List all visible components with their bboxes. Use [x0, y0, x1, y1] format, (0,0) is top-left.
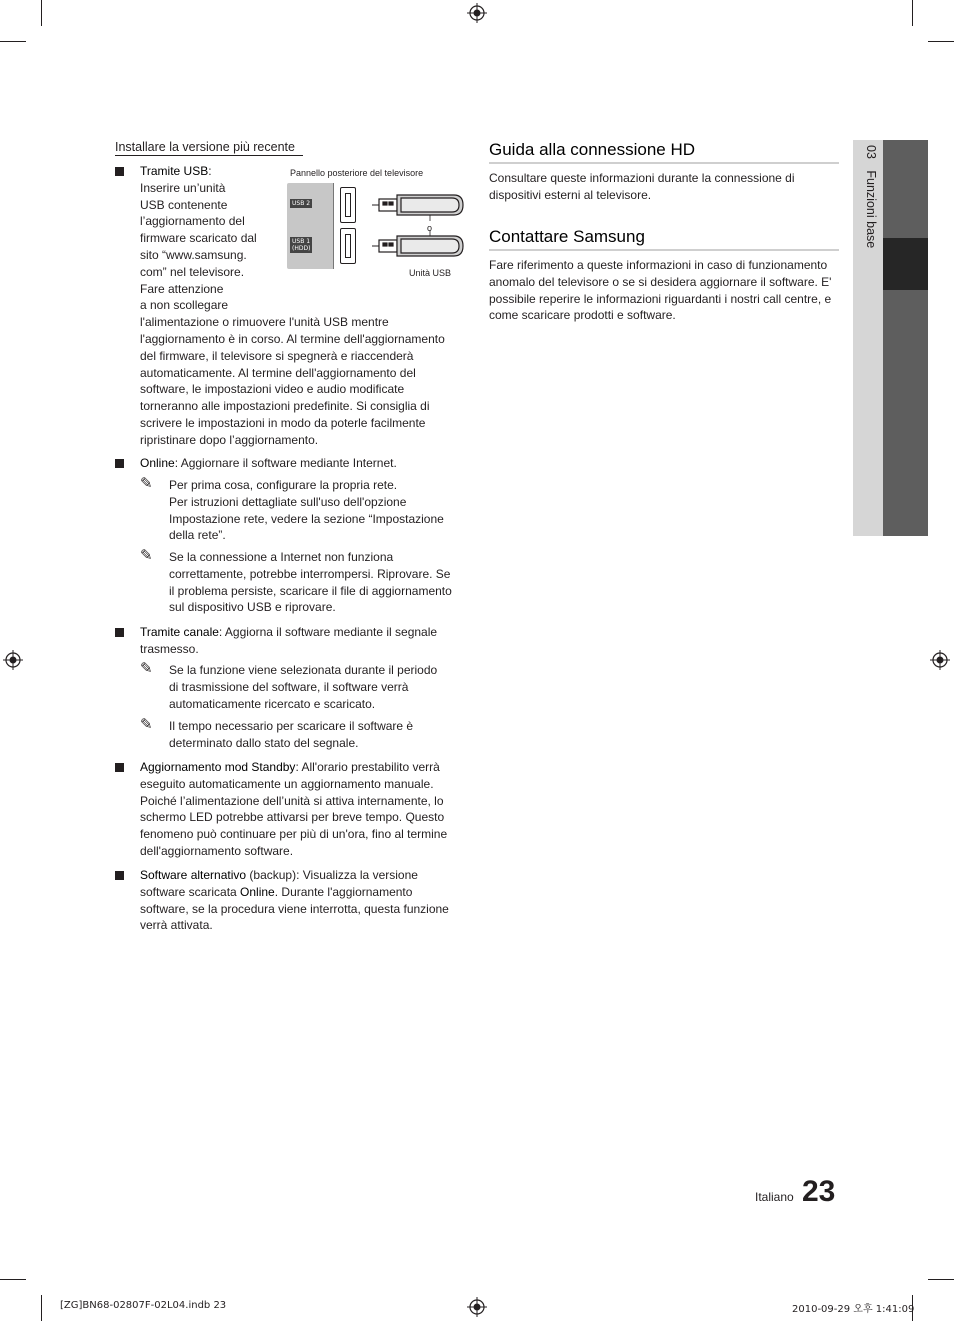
item-text: : Aggiornare il software mediante Internet.	[174, 456, 397, 470]
text-line: automaticamente ricercato e scaricato.	[169, 696, 376, 711]
pencil-note-icon: ✎	[140, 660, 153, 677]
text-line: correttamente, potrebbe interrompersi. Riprovare. Se	[169, 566, 451, 581]
item-standby	[140, 759, 470, 860]
text-line: Fare riferimento a queste informazioni in caso di funzionamento	[489, 258, 828, 272]
usb1-port-label	[290, 237, 312, 253]
crop-mark	[912, 0, 913, 26]
usb2-port	[340, 187, 356, 223]
item-term: Tramite USB	[140, 164, 209, 178]
text-line: l’aggiornamento del	[140, 214, 245, 229]
crop-mark	[0, 1279, 26, 1280]
text-line: software, le impostazioni video e audio modificate	[140, 382, 405, 397]
crop-mark	[928, 1279, 954, 1280]
square-bullet-icon	[115, 167, 124, 176]
text-line: Consultare queste informazioni durante la connessione di	[489, 171, 795, 185]
pencil-note-icon: ✎	[140, 547, 153, 564]
note	[169, 718, 469, 752]
item-term: Software alternativo	[140, 868, 247, 882]
chapter-number: 03	[864, 145, 878, 159]
text-line: anomalo del televisore o se si desidera aggiornare il software. E'	[489, 274, 832, 289]
text-line: Il tempo necessario per scaricare il software è	[169, 719, 414, 733]
text-line: il problema persiste, scaricare il file di aggiornamento	[169, 583, 452, 598]
text-line: ripristinare dopo l’aggiornamento.	[140, 432, 319, 447]
print-file-name: [ZG]BN68-02807F-02L04.indb 23	[60, 1300, 227, 1311]
square-bullet-icon	[115, 763, 124, 772]
text-line: Impostazione rete, vedere la sezione “Impostazione	[169, 511, 444, 526]
text-fragment: . Durante l'aggiornamento	[274, 884, 413, 899]
text-line: Inserire un’unità	[140, 180, 226, 195]
square-bullet-icon	[115, 871, 124, 880]
square-bullet-icon	[115, 459, 124, 468]
figure-drive-caption: Unità USB	[409, 268, 452, 278]
text-line: software, se la procedura viene interrotta, questa funzione	[140, 901, 449, 916]
registration-mark-icon	[930, 650, 950, 670]
note	[169, 549, 469, 616]
text-line: Se la funzione viene selezionata durante il periodo	[169, 663, 438, 677]
item-term-inline: Online	[240, 884, 275, 899]
section-heading-contact: Contattare Samsung	[489, 227, 839, 251]
text-line: torneranno alle impostazioni predefinite. Si consiglia di	[140, 399, 430, 414]
usb-stick-top	[379, 195, 463, 215]
text-line: Per prima cosa, configurare la propria rete.	[169, 478, 398, 492]
text-line: USB contenente	[140, 197, 228, 212]
registration-mark-icon	[3, 650, 23, 670]
text-line: determinato dallo stato del segnale.	[169, 735, 359, 750]
note	[169, 477, 469, 544]
text-line: della rete”.	[169, 528, 226, 543]
text-line: firmware scaricato dal	[140, 231, 257, 246]
text-line: verrà attivata.	[140, 918, 213, 933]
crop-mark	[0, 41, 26, 42]
section-heading-hd-guide: Guida alla connessione HD	[489, 140, 839, 164]
figure-panel-caption: Pannello posteriore del televisore	[290, 168, 424, 178]
usb1-port	[340, 228, 356, 264]
section-body-contact	[489, 257, 839, 324]
item-term: Tramite canale	[140, 625, 219, 639]
usb2-port-label: USB 2	[292, 200, 311, 207]
crop-mark	[41, 1295, 42, 1321]
text-line: l'aggiornamento è in corso. Al termine dell'aggiornamento	[140, 331, 445, 346]
page-language: Italiano	[755, 1190, 794, 1204]
text-line: sito “www.samsung.	[140, 247, 247, 262]
text-line: come scaricare prodotti e software.	[489, 308, 676, 323]
chapter-tab-label	[858, 145, 878, 248]
text-line: di trasmissione del software, il software verrà	[169, 679, 409, 694]
note	[169, 662, 469, 712]
text-line: trasmesso.	[140, 641, 199, 656]
item-term: Online	[140, 456, 175, 470]
usb1-hdd-label: (HDD)	[292, 245, 311, 252]
text-fragment: software scaricata	[140, 884, 241, 899]
section-subheading: Installare la versione più recente	[115, 140, 303, 156]
text-line: Poiché l’alimentazione dell’unità si attiva internamente, lo	[140, 793, 444, 808]
page-number: 23	[802, 1175, 836, 1208]
item-text: (backup): Visualizza la versione	[246, 868, 418, 882]
crop-mark	[41, 0, 42, 26]
section-body-hd-guide	[489, 170, 839, 204]
item-channel	[140, 624, 470, 658]
item-text: : All'orario prestabilito verrà	[295, 760, 440, 774]
text-line: :	[208, 164, 212, 178]
registration-mark-icon	[467, 3, 487, 23]
text-line: Fare attenzione	[140, 281, 224, 296]
item-backup	[140, 867, 470, 934]
text-line: l'alimentazione o rimuovere l'unità USB mentre	[140, 315, 389, 330]
text-line: del firmware, il televisore si spegnerà e riaccenderà	[140, 348, 414, 363]
text-line: possibile reperire le informazioni riguardanti i nostri call centre, e	[489, 291, 832, 306]
text-line: eseguito automaticamente un aggiornamento manuale.	[140, 776, 434, 791]
item-online	[140, 455, 470, 472]
text-line: scrivere le impostazioni in modo da poterle facilmente	[140, 415, 426, 430]
chapter-tab-marker	[883, 238, 928, 290]
item-term: Aggiornamento mod Standby	[140, 760, 296, 774]
text-line: schermo LED potrebbe attivarsi per breve tempo. Questo	[140, 810, 445, 825]
usb-drive-illustration	[370, 186, 466, 264]
text-line: a non scollegare	[140, 298, 229, 313]
text-line: dispositivi esterni al televisore.	[489, 187, 652, 202]
usb-stick-bottom	[379, 236, 463, 256]
text-line: Per istruzioni dettagliate sull'uso dell'opzione	[169, 494, 407, 509]
text-line: fenomeno può continuare per più di un'ora, fino al termine	[140, 827, 448, 842]
registration-mark-icon	[467, 1297, 487, 1317]
print-timestamp: 2010-09-29 오후 1:41:09	[792, 1304, 915, 1315]
chapter-title: Funzioni base	[864, 170, 878, 249]
chapter-tab-bar	[883, 140, 928, 536]
figure-or-label: o	[427, 223, 433, 233]
text-line: automaticamente. Al termine dell'aggiornamento del	[140, 365, 416, 380]
square-bullet-icon	[115, 628, 124, 637]
crop-mark	[928, 41, 954, 42]
text-line: sul dispositivo USB e riprovare.	[169, 600, 336, 615]
text-line: dell'aggiornamento software.	[140, 843, 294, 858]
pencil-note-icon: ✎	[140, 475, 153, 492]
usb1-label: USB 1	[292, 238, 311, 245]
item-text: : Aggiorna il software mediante il segnale	[218, 625, 438, 639]
text-line: com” nel televisore.	[140, 264, 245, 279]
text-line: Se la connessione a Internet non funziona	[169, 550, 394, 564]
pencil-note-icon: ✎	[140, 716, 153, 733]
